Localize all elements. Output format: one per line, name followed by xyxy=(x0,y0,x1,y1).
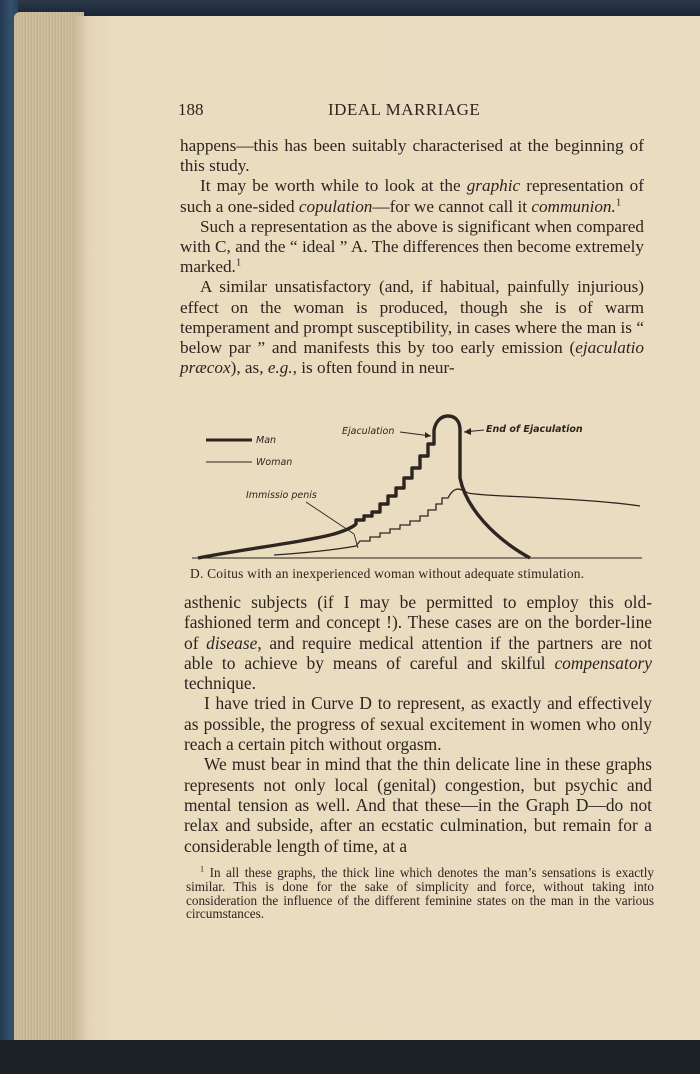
legend-man-label: Man xyxy=(256,435,277,446)
footnote-text: In all these graphs, the thick line which denotes the man’s sensations is exactly similar. This is done for the sake of simplicity and force, without taking into consideration the influence of the different feminine states on the man in the various circumstances. xyxy=(186,865,654,922)
ejaculation-label: Ejaculation xyxy=(342,426,395,437)
immissio-label: Immissio penis xyxy=(246,490,317,501)
footnote-ref: 1 xyxy=(235,257,242,269)
paragraph: It may be worth while to look at the graphic representation of such a one-sided copulation—for we cannot call it communion.$^1$ xyxy=(180,176,644,216)
woman-curve xyxy=(274,489,640,555)
paragraph: I have tried in Curve D to represent, as exactly and effectively as possible, the progress of sexual excitement in women who only reach a certain pitch without orgasm. xyxy=(184,693,652,755)
end-ejaculation-arrowhead xyxy=(464,428,471,435)
paragraph: A similar unsatisfactory (and, if habitual, painfully injurious) effect on the woman is produced, though she is of warm temperament and prompt susceptibility, in cases where the man is “ below par ” and manifests this by too early emission (ejaculatio præcox), as, e.g., is often found in neur- xyxy=(180,277,644,378)
paragraph: asthenic subjects (if I may be permitted to employ this old-fashioned term and concept !). These cases are on the border-line of disease, and require medical attention if the partners are not able to achieve by means of careful and skilful compensatory technique. xyxy=(184,592,652,694)
ejaculation-arrowhead xyxy=(425,432,431,438)
immissio-pointer xyxy=(306,502,354,534)
running-title: IDEAL MARRIAGE xyxy=(328,100,481,119)
end-ejaculation-label: End of Ejaculation xyxy=(486,424,583,435)
footnote-marker: 1 xyxy=(200,864,205,874)
running-head xyxy=(178,100,640,124)
book-cover-top-edge xyxy=(0,0,700,16)
curve-d-graph xyxy=(184,412,654,570)
body-text-bottom xyxy=(184,592,652,856)
page-stack-edge xyxy=(14,12,84,1045)
figure-caption: D. Coitus with an inexperienced woman without adequate stimulation. xyxy=(190,566,585,581)
body-text-top xyxy=(180,136,644,378)
curve-d-figure xyxy=(184,412,654,570)
footnote xyxy=(186,866,654,921)
page-number: 188 xyxy=(178,100,204,119)
man-curve xyxy=(198,416,530,558)
background-shadow xyxy=(0,1040,700,1074)
legend-woman-label: Woman xyxy=(256,457,293,468)
paragraph: happens—this has been suitably characterised at the beginning of this study. xyxy=(180,136,644,176)
paragraph: We must bear in mind that the thin delicate line in these graphs represents not only local (genital) congestion, but psychic and mental tension as well. And that these—in the Graph D—do not relax and subside, after an ecstatic culmination, but remain for a considerable length of time, at a xyxy=(184,754,652,856)
paragraph: Such a representation as the above is significant when compared with C, and the “ ideal ” A. The differences then become extremely marked.$^1$ xyxy=(180,216,644,277)
footnote-ref: 1 xyxy=(615,196,622,208)
